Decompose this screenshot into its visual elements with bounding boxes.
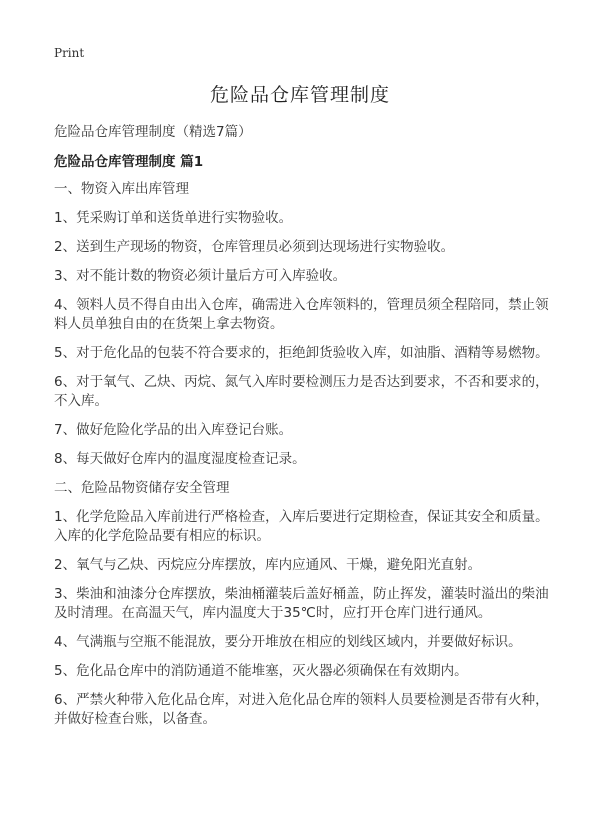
paragraph: 6、对于氧气、乙炔、丙烷、氮气入库时要检测压力是否达到要求，不否和要求的，不入库。	[54, 374, 549, 409]
paragraph: 3、柴油和油漆分仓库摆放，柴油桶灌装后盖好桶盖，防止挥发，灌装时溢出的柴油及时清理。在高温天气，库内温度大于35℃时，应打开仓库门进行通风。	[54, 586, 549, 621]
print-label: Print	[54, 46, 85, 60]
document-body	[54, 180, 554, 739]
paragraph: 2、送到生产现场的物资，仓库管理员必须到达现场进行实物验收。	[54, 239, 455, 255]
heading-inbound-outbound: 一、物资入库出库管理	[54, 181, 189, 197]
paragraph: 8、每天做好仓库内的温度湿度检查记录。	[54, 451, 306, 467]
paragraph: 4、领料人员不得自由出入仓库，确需进入仓库领料的，管理员须全程陪同，禁止领料人员单独自由的在货架上拿去物资。	[54, 297, 549, 332]
heading-storage-safety: 二、危险品物资储存安全管理	[54, 480, 230, 496]
paragraph: 1、化学危险品入库前进行严格检查，入库后要进行定期检查，保证其安全和质量。入库的化学危险品要有相应的标识。	[54, 509, 549, 544]
paragraph: 4、气满瓶与空瓶不能混放，要分开堆放在相应的划线区域内，并要做好标识。	[54, 634, 522, 650]
document-title: 危险品仓库管理制度	[209, 84, 390, 106]
paragraph: 2、氧气与乙炔、丙烷应分库摆放，库内应通风、干燥，避免阳光直射。	[54, 557, 482, 573]
paragraph: 5、危化品仓库中的消防通道不能堆塞，灭火器必须确保在有效期内。	[54, 663, 468, 679]
paragraph: 6、严禁火种带入危化品仓库，对进入危化品仓库的领料人员要检测是否带有火种，并做好检查台账，以备查。	[54, 692, 549, 727]
paragraph: 3、对不能计数的物资必须计量后方可入库验收。	[54, 268, 347, 284]
paragraph: 1、凭采购订单和送货单进行实物验收。	[54, 210, 293, 226]
paragraph: 7、做好危险化学品的出入库登记台账。	[54, 422, 293, 438]
document-subtitle: 危险品仓库管理制度（精选7篇）	[54, 124, 252, 140]
section-heading: 危险品仓库管理制度 篇1	[54, 154, 204, 170]
paragraph: 5、对于危化品的包装不符合要求的，拒绝卸货验收入库，如油脂、酒精等易燃物。	[54, 345, 549, 361]
